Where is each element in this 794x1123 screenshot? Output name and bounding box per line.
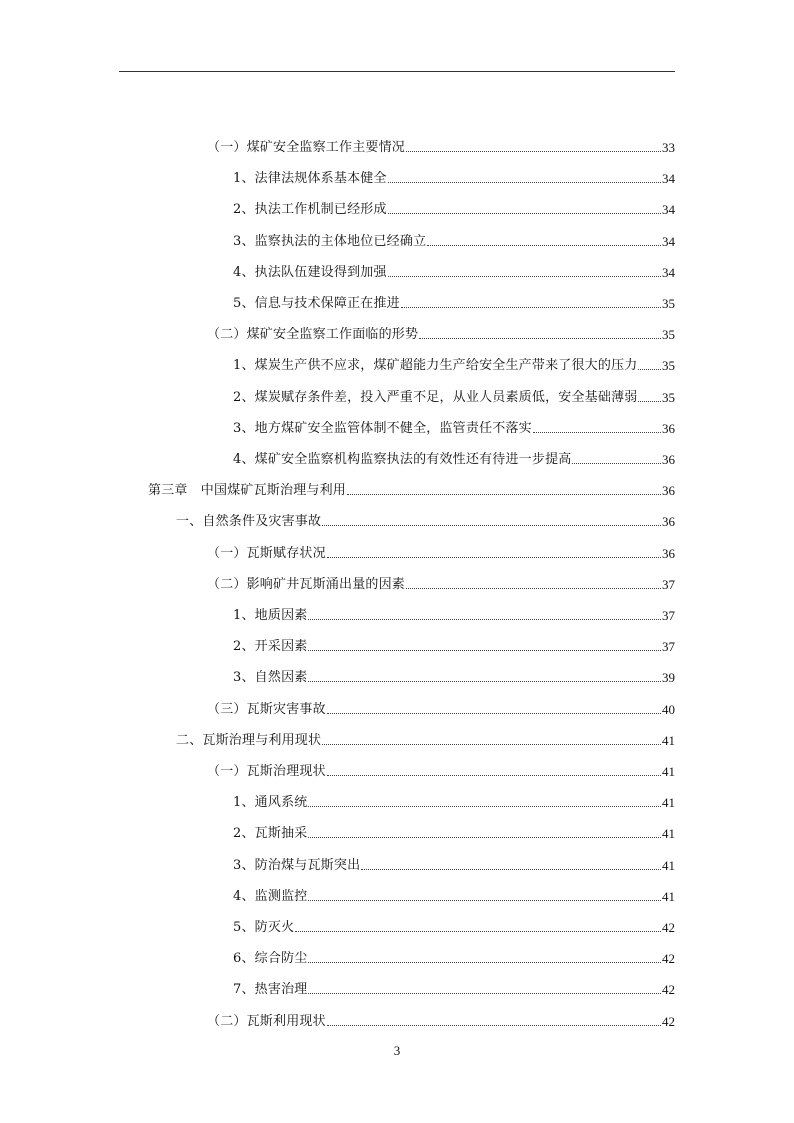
- dot-leader: [427, 245, 661, 246]
- dot-leader: [295, 931, 661, 932]
- toc-entry-page: 41: [662, 764, 675, 779]
- toc-entry-page: 35: [662, 296, 675, 311]
- toc-entry-title: 5、信息与技术保障正在推进: [233, 296, 400, 311]
- toc-entry-title: 1、通风系统: [233, 795, 308, 811]
- dot-leader: [401, 307, 661, 308]
- dot-leader: [406, 151, 661, 152]
- toc-entry-title: 2、瓦斯抽采: [233, 826, 308, 842]
- toc-entry-title: 2、开采因素: [233, 639, 308, 655]
- toc-entry[interactable]: [233, 905, 675, 936]
- toc-entry-title: 4、监测监控: [233, 888, 308, 904]
- toc-entry-page: 41: [662, 826, 675, 842]
- toc-entry-page: 39: [662, 670, 675, 686]
- toc-entry-page: 35: [662, 358, 675, 374]
- toc-entry[interactable]: [233, 843, 675, 874]
- toc-entry[interactable]: [233, 375, 675, 406]
- toc-entry-page: 34: [662, 202, 675, 218]
- toc-entry-title: 1、法律法规体系基本健全: [233, 171, 387, 187]
- toc-entry-page: 41: [662, 857, 675, 873]
- toc-entry-title: 3、地方煤矿安全监管体制不健全，监管责任不落实: [233, 420, 532, 436]
- dot-leader: [533, 432, 661, 433]
- toc-entry-page: 36: [662, 545, 675, 561]
- toc-entry-title: （二）煤矿安全监察工作面临的形势: [207, 327, 419, 343]
- toc-entry-page: 42: [662, 1013, 675, 1029]
- dot-leader: [308, 962, 661, 963]
- page-number: 3: [393, 1043, 401, 1058]
- dot-leader: [638, 401, 661, 402]
- toc-entry[interactable]: [233, 780, 675, 811]
- toc-entry[interactable]: [233, 437, 675, 468]
- toc-entry[interactable]: [207, 312, 675, 343]
- toc-entry[interactable]: [233, 281, 675, 312]
- toc-entry-page: 42: [662, 982, 675, 998]
- toc-entry[interactable]: [148, 468, 675, 499]
- toc-entry-title: 2、煤炭赋存条件差，投入严重不足，从业人员素质低，安全基础薄弱: [233, 389, 638, 405]
- toc-entry-title: （三）瓦斯灾害事故: [207, 701, 326, 717]
- toc-entry[interactable]: [233, 967, 675, 998]
- dot-leader: [361, 869, 661, 870]
- toc-entry[interactable]: [233, 874, 675, 905]
- header-rule: [119, 71, 675, 72]
- toc-entry-page: 34: [662, 264, 675, 280]
- toc-entry[interactable]: [233, 250, 675, 281]
- toc-entry-page: 37: [662, 608, 675, 623]
- toc-entry-title: （二）瓦斯利用现状: [207, 1013, 326, 1029]
- toc-entry-page: 37: [662, 639, 675, 655]
- toc-entry-title: 3、监察执法的主体地位已经确立: [233, 233, 427, 249]
- dot-leader: [327, 557, 661, 558]
- toc-entry[interactable]: [233, 156, 675, 187]
- toc-entry-page: 35: [662, 389, 675, 405]
- dot-leader: [388, 276, 661, 277]
- dot-leader: [406, 588, 661, 589]
- toc-entry-title: 1、煤炭生产供不应求，煤矿超能力生产给安全生产带来了很大的压力: [233, 358, 638, 374]
- dot-leader: [308, 681, 661, 682]
- toc-entry[interactable]: [233, 406, 675, 437]
- toc-entry-title: （一）瓦斯治理现状: [207, 764, 326, 779]
- dot-leader: [327, 775, 661, 776]
- toc-entry-title: 1、地质因素: [233, 608, 308, 623]
- toc-entry-page: 41: [662, 795, 675, 811]
- dot-leader: [419, 338, 661, 339]
- toc-entry[interactable]: [207, 749, 675, 780]
- dot-leader: [322, 744, 661, 745]
- toc-entry-title: 第三章 中国煤矿瓦斯治理与利用: [148, 483, 347, 499]
- toc-entry[interactable]: [233, 655, 675, 686]
- toc-entry-page: 37: [662, 576, 675, 592]
- dot-leader: [572, 463, 661, 464]
- toc-entry-page: 33: [662, 140, 675, 155]
- dot-leader: [308, 837, 661, 838]
- dot-leader: [308, 806, 661, 807]
- dot-leader: [308, 900, 661, 901]
- toc-entry-page: 35: [662, 327, 675, 343]
- toc-entry-page: 36: [662, 514, 675, 530]
- toc-entry[interactable]: [207, 999, 675, 1030]
- toc-entry-title: 7、热害治理: [233, 982, 308, 998]
- toc-entry-title: 二、瓦斯治理与利用现状: [176, 732, 322, 748]
- toc-entry[interactable]: [233, 343, 675, 374]
- toc-entry-title: （二）影响矿井瓦斯涌出量的因素: [207, 576, 406, 592]
- dot-leader: [308, 993, 661, 994]
- dot-leader: [308, 650, 661, 651]
- toc-entry[interactable]: [207, 562, 675, 593]
- toc-entry[interactable]: [233, 811, 675, 842]
- dot-leader: [327, 1025, 661, 1026]
- toc-entry-page: 36: [662, 420, 675, 436]
- toc-entry[interactable]: [176, 718, 675, 749]
- toc-entry-title: 4、煤矿安全监察机构监察执法的有效性还有待进一步提高: [233, 452, 572, 467]
- toc-entry[interactable]: [233, 624, 675, 655]
- toc-entry-title: 6、综合防尘: [233, 951, 308, 967]
- toc-entry-title: （一）瓦斯赋存状况: [207, 545, 326, 561]
- dot-leader: [327, 713, 661, 714]
- toc-entry-title: （一）煤矿安全监察工作主要情况: [207, 140, 406, 155]
- dot-leader: [347, 494, 661, 495]
- toc-entry[interactable]: [207, 125, 675, 156]
- toc-entry[interactable]: [233, 219, 675, 250]
- toc-entry-page: 42: [662, 920, 675, 935]
- toc-entry-title: 4、执法队伍建设得到加强: [233, 264, 387, 280]
- toc-entry-title: 3、防治煤与瓦斯突出: [233, 857, 361, 873]
- toc-entry-page: 36: [662, 483, 675, 499]
- dot-leader: [388, 213, 661, 214]
- dot-leader: [308, 619, 661, 620]
- toc-entry-page: 40: [662, 701, 675, 717]
- toc-entry[interactable]: [233, 593, 675, 624]
- toc-entry-page: 34: [662, 233, 675, 249]
- dot-leader: [388, 182, 661, 183]
- toc-entry[interactable]: [176, 499, 675, 530]
- dot-leader: [322, 525, 661, 526]
- toc-entry-title: 5、防灭火: [233, 920, 295, 935]
- toc-entry[interactable]: [207, 687, 675, 718]
- toc-entry[interactable]: [233, 187, 675, 218]
- toc-entry-page: 34: [662, 171, 675, 187]
- toc-entry-page: 36: [662, 452, 675, 467]
- toc-entry-title: 3、自然因素: [233, 670, 308, 686]
- toc-entry-page: 42: [662, 951, 675, 967]
- toc-entry[interactable]: [207, 531, 675, 562]
- dot-leader: [638, 369, 661, 370]
- toc-entry-title: 一、自然条件及灾害事故: [176, 514, 322, 530]
- toc-entry-page: 41: [662, 888, 675, 904]
- toc-entry[interactable]: [233, 936, 675, 967]
- toc-entry-page: 41: [662, 732, 675, 748]
- toc-entry-title: 2、执法工作机制已经形成: [233, 202, 387, 218]
